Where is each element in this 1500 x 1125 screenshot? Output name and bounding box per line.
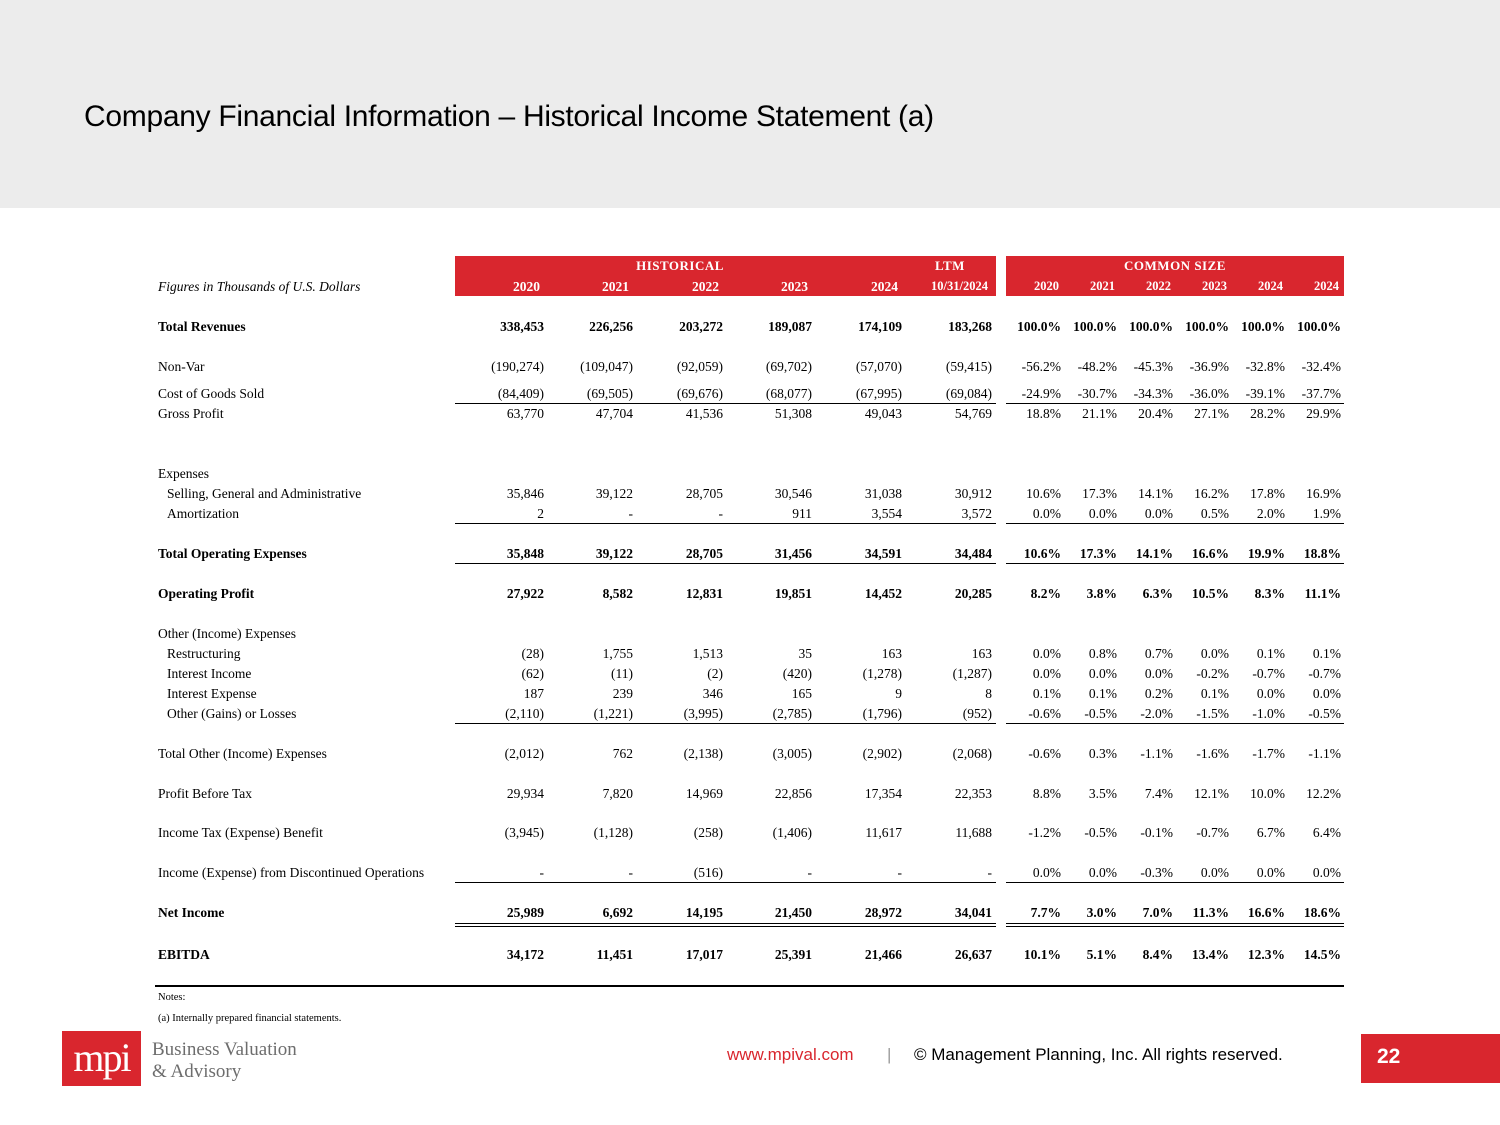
notes-title: Notes: (158, 992, 186, 1003)
value-cell: 39,122 (595, 486, 633, 501)
column-header-year: 2020 (513, 279, 540, 294)
value-cell: - (628, 506, 633, 521)
value-cell: (3,995) (683, 706, 723, 721)
common-size-column-header: 2021 (1090, 279, 1115, 293)
common-size-cell: 11.3% (1192, 905, 1229, 920)
value-cell: 9 (895, 686, 902, 701)
table-row-total-other-income-expenses (0, 744, 1500, 764)
value-cell: 1,513 (692, 646, 723, 661)
common-size-cell: 17.3% (1082, 486, 1117, 501)
value-cell: (69,505) (586, 386, 633, 401)
table-row-sga (0, 484, 1500, 504)
common-size-cell: -2.0% (1140, 706, 1173, 721)
value-cell: 35 (798, 646, 812, 661)
underline-rule (455, 882, 996, 883)
common-size-cell: 11.1% (1304, 586, 1341, 601)
row-label: Selling, General and Administrative (167, 486, 362, 501)
common-size-cell: 100.0% (1185, 319, 1229, 334)
column-header-year: 2021 (602, 279, 629, 294)
row-label: Total Operating Expenses (158, 546, 307, 561)
footer-website-link[interactable]: www.mpival.com (727, 1045, 854, 1064)
table-row-total-revenues (0, 317, 1500, 337)
value-cell: (2,068) (952, 746, 992, 761)
common-size-cell: 21.1% (1082, 406, 1117, 421)
common-size-cell: -0.6% (1028, 706, 1061, 721)
common-size-cell: 6.7% (1256, 825, 1285, 840)
row-label: Income (Expense) from Discontinued Operations (158, 865, 425, 880)
page-number: 22 (1377, 1045, 1401, 1068)
common-size-cell: 20.4% (1138, 406, 1173, 421)
value-cell: 239 (612, 686, 633, 701)
value-cell: 174,109 (858, 319, 902, 334)
common-size-cell: -0.7% (1196, 825, 1229, 840)
value-cell: 30,912 (954, 486, 992, 501)
value-cell: 11,617 (865, 825, 902, 840)
row-label: Net Income (158, 905, 225, 920)
common-size-cell: 8.4% (1142, 947, 1173, 962)
common-size-cell: 10.6% (1026, 486, 1061, 501)
common-size-cell: -36.9% (1189, 359, 1229, 374)
column-header-year: 2023 (781, 279, 808, 294)
common-size-cell: -1.5% (1196, 706, 1229, 721)
column-header-year: 2024 (871, 279, 898, 294)
common-size-cell: 0.0% (1032, 506, 1061, 521)
value-cell: (2,138) (683, 746, 723, 761)
common-size-cell: 12.3% (1247, 947, 1285, 962)
value-cell: 7,820 (602, 786, 633, 801)
common-size-cell: 0.1% (1312, 646, 1341, 661)
underline-rule (455, 923, 996, 924)
value-cell: (2,902) (862, 746, 902, 761)
units-label: Figures in Thousands of U.S. Dollars (158, 279, 361, 294)
common-size-cell: 100.0% (1297, 319, 1341, 334)
common-size-cell: 0.0% (1200, 865, 1229, 880)
common-size-cell: 14.5% (1303, 947, 1341, 962)
value-cell: 34,484 (954, 546, 992, 561)
common-size-column-header: 2024 (1258, 279, 1283, 293)
value-cell: (62) (521, 666, 544, 681)
common-size-cell: 100.0% (1129, 319, 1173, 334)
value-cell: 25,989 (506, 905, 544, 920)
underline-rule (455, 403, 996, 404)
value-cell: 34,041 (954, 905, 992, 920)
value-cell: 22,856 (774, 786, 812, 801)
value-cell: (109,047) (580, 359, 633, 374)
underline-rule (1006, 523, 1344, 524)
value-cell: (258) (693, 825, 723, 840)
value-cell: (190,274) (491, 359, 544, 374)
table-row-interest-income (0, 664, 1500, 684)
table-row-income-tax (0, 823, 1500, 843)
table-row-discontinued-operations (0, 863, 1500, 883)
value-cell: 31,456 (774, 546, 812, 561)
value-cell: 35,848 (506, 546, 544, 561)
common-size-cell: -0.7% (1252, 666, 1285, 681)
value-cell: (3,005) (772, 746, 812, 761)
value-cell: (28) (521, 646, 544, 661)
common-size-cell: 7.7% (1030, 905, 1061, 920)
value-cell: 21,450 (774, 905, 812, 920)
value-cell: - (897, 865, 902, 880)
common-size-cell: 0.0% (1032, 865, 1061, 880)
value-cell: (69,702) (765, 359, 812, 374)
table-row-non-var (0, 357, 1500, 377)
row-label: Cost of Goods Sold (158, 386, 265, 401)
table-row-gross-profit (0, 404, 1500, 424)
logo-tagline-line2: & Advisory (152, 1061, 242, 1082)
value-cell: 6,692 (602, 905, 633, 920)
underline-rule (1006, 923, 1344, 924)
common-size-cell: 18.6% (1303, 905, 1341, 920)
table-row-amortization (0, 504, 1500, 524)
ltm-group-label: LTM (935, 258, 965, 273)
common-size-cell: 100.0% (1073, 319, 1117, 334)
value-cell: 17,354 (864, 786, 902, 801)
footer-copyright: © Management Planning, Inc. All rights reserved. (914, 1045, 1283, 1064)
value-cell: 338,453 (500, 319, 544, 334)
common-size-cell: -1.2% (1028, 825, 1061, 840)
value-cell: (516) (693, 865, 723, 880)
table-bottom-border (155, 985, 1344, 987)
mpi-logo (62, 1031, 141, 1086)
value-cell: 39,122 (595, 546, 633, 561)
value-cell: (2,110) (505, 706, 544, 721)
common-size-cell: -0.5% (1084, 706, 1117, 721)
common-size-cell: 0.1% (1032, 686, 1061, 701)
common-size-cell: 3.8% (1086, 586, 1117, 601)
common-size-cell: 0.3% (1088, 746, 1117, 761)
common-size-cell: -1.6% (1196, 746, 1229, 761)
value-cell: 11,451 (596, 947, 633, 962)
common-size-cell: -32.8% (1245, 359, 1285, 374)
common-size-cell: -37.7% (1301, 386, 1341, 401)
common-size-cell: -1.0% (1252, 706, 1285, 721)
row-label: Total Other (Income) Expenses (158, 746, 327, 761)
row-label: Restructuring (167, 646, 241, 661)
value-cell: 21,466 (864, 947, 902, 962)
column-header-year: 10/31/2024 (931, 279, 988, 293)
common-size-cell: 0.0% (1256, 865, 1285, 880)
historical-group-label: HISTORICAL (636, 258, 724, 273)
common-size-cell: 0.0% (1144, 666, 1173, 681)
common-size-cell: 0.0% (1312, 686, 1341, 701)
underline-rule (455, 523, 996, 524)
value-cell: 8 (985, 686, 992, 701)
column-header-year: 2022 (692, 279, 719, 294)
value-cell: 189,087 (768, 319, 812, 334)
common-size-cell: 12.2% (1306, 786, 1341, 801)
table-row-restructuring (0, 644, 1500, 664)
value-cell: (11) (611, 666, 633, 681)
value-cell: 14,195 (685, 905, 723, 920)
table-row-profit-before-tax (0, 784, 1500, 804)
table-row-expenses-heading (0, 464, 1500, 484)
common-size-cell: 16.6% (1247, 905, 1285, 920)
common-size-cell: 7.0% (1142, 905, 1173, 920)
common-size-cell: 100.0% (1017, 319, 1061, 334)
common-size-cell: 28.2% (1250, 406, 1285, 421)
value-cell: - (987, 865, 992, 880)
common-size-cell: 19.9% (1247, 546, 1285, 561)
common-size-cell: 8.8% (1032, 786, 1061, 801)
value-cell: 30,546 (774, 486, 812, 501)
value-cell: (952) (962, 706, 992, 721)
common-size-cell: -1.7% (1252, 746, 1285, 761)
value-cell: 26,637 (954, 947, 992, 962)
value-cell: 49,043 (864, 406, 902, 421)
common-size-cell: 0.0% (1200, 646, 1229, 661)
value-cell: (57,070) (855, 359, 902, 374)
row-label: Total Revenues (158, 319, 246, 334)
value-cell: 41,536 (685, 406, 723, 421)
value-cell: 762 (612, 746, 633, 761)
common-size-cell: 14.1% (1135, 546, 1173, 561)
value-cell: 20,285 (954, 586, 992, 601)
double-underline-rule (455, 926, 996, 927)
value-cell: (1,128) (593, 825, 633, 840)
value-cell: - (628, 865, 633, 880)
value-cell: 11,688 (955, 825, 992, 840)
logo-tagline-line1: Business Valuation (152, 1039, 297, 1060)
value-cell: 911 (792, 506, 812, 521)
common-size-cell: 0.0% (1088, 666, 1117, 681)
common-size-cell: 10.1% (1023, 947, 1061, 962)
value-cell: 19,851 (774, 586, 812, 601)
value-cell: 25,391 (774, 947, 812, 962)
value-cell: 47,704 (595, 406, 633, 421)
row-label: Expenses (158, 466, 209, 481)
value-cell: (420) (782, 666, 812, 681)
value-cell: (84,409) (497, 386, 544, 401)
value-cell: 203,272 (679, 319, 723, 334)
value-cell: 346 (702, 686, 723, 701)
common-size-cell: -48.2% (1077, 359, 1117, 374)
row-label: Operating Profit (158, 586, 255, 601)
common-size-cell: 12.1% (1194, 786, 1229, 801)
value-cell: 17,017 (685, 947, 723, 962)
value-cell: 163 (881, 646, 902, 661)
common-size-cell: -0.2% (1196, 666, 1229, 681)
common-size-cell: -39.1% (1245, 386, 1285, 401)
common-size-cell: 6.4% (1312, 825, 1341, 840)
common-size-cell: -56.2% (1021, 359, 1061, 374)
value-cell: - (718, 506, 723, 521)
value-cell: 22,353 (954, 786, 992, 801)
common-size-cell: -0.7% (1308, 666, 1341, 681)
value-cell: 27,922 (506, 586, 544, 601)
value-cell: (92,059) (676, 359, 723, 374)
row-label: EBITDA (158, 947, 210, 962)
common-size-cell: -0.6% (1028, 746, 1061, 761)
row-label: Interest Income (167, 666, 252, 681)
table-row-operating-profit (0, 584, 1500, 604)
row-label: Other (Income) Expenses (158, 626, 296, 641)
common-size-cell: -0.5% (1308, 706, 1341, 721)
value-cell: (69,676) (676, 386, 723, 401)
row-label: Amortization (167, 506, 239, 521)
value-cell: 28,972 (864, 905, 902, 920)
row-label: Interest Expense (167, 686, 257, 701)
common-size-cell: -45.3% (1133, 359, 1173, 374)
common-size-cell: -1.1% (1140, 746, 1173, 761)
value-cell: (1,287) (952, 666, 992, 681)
table-row-other-income-expenses-heading (0, 624, 1500, 644)
common-size-cell: 2.0% (1256, 506, 1285, 521)
common-size-cell: -34.3% (1133, 386, 1173, 401)
common-size-cell: 0.1% (1200, 686, 1229, 701)
underline-rule (455, 723, 996, 724)
common-size-cell: 16.6% (1191, 546, 1229, 561)
value-cell: 28,705 (685, 486, 723, 501)
common-size-cell: 7.4% (1144, 786, 1173, 801)
value-cell: 14,969 (685, 786, 723, 801)
common-size-cell: 16.9% (1306, 486, 1341, 501)
underline-rule (1006, 563, 1344, 564)
common-size-cell: 0.0% (1032, 666, 1061, 681)
common-size-group-label: COMMON SIZE (1124, 258, 1226, 273)
common-size-cell: 100.0% (1241, 319, 1285, 334)
common-size-cell: 0.1% (1256, 646, 1285, 661)
value-cell: 187 (523, 686, 544, 701)
common-size-cell: 10.6% (1023, 546, 1061, 561)
table-row-other-gains-losses (0, 704, 1500, 724)
row-label: Gross Profit (158, 406, 224, 421)
value-cell: (2,012) (504, 746, 544, 761)
value-cell: 28,705 (685, 546, 723, 561)
table-row-cost-of-goods-sold (0, 384, 1500, 404)
value-cell: (1,221) (593, 706, 633, 721)
value-cell: 12,831 (685, 586, 723, 601)
common-size-column-header: 2023 (1202, 279, 1227, 293)
common-size-cell: -32.4% (1301, 359, 1341, 374)
common-size-cell: 0.0% (1144, 506, 1173, 521)
common-size-cell: 18.8% (1303, 546, 1341, 561)
value-cell: 34,172 (506, 947, 544, 962)
common-size-cell: 18.8% (1026, 406, 1061, 421)
common-size-cell: 0.2% (1144, 686, 1173, 701)
row-label: Non-Var (158, 359, 205, 374)
common-size-cell: 14.1% (1138, 486, 1173, 501)
value-cell: (1,796) (862, 706, 902, 721)
common-size-column-header: 2024 (1314, 279, 1339, 293)
value-cell: (3,945) (504, 825, 544, 840)
value-cell: 3,572 (961, 506, 992, 521)
common-size-column-header: 2022 (1146, 279, 1171, 293)
page-number-box (1361, 1034, 1500, 1083)
common-size-cell: 16.2% (1194, 486, 1229, 501)
row-label: Income Tax (Expense) Benefit (158, 825, 323, 840)
value-cell: (68,077) (765, 386, 812, 401)
underline-rule (455, 563, 996, 564)
value-cell: 3,554 (871, 506, 902, 521)
value-cell: 63,770 (506, 406, 544, 421)
common-size-cell: 0.1% (1088, 686, 1117, 701)
common-size-column-header: 2020 (1034, 279, 1059, 293)
common-size-cell: 8.2% (1030, 586, 1061, 601)
common-size-cell: 0.0% (1256, 686, 1285, 701)
value-cell: 165 (791, 686, 812, 701)
common-size-cell: 27.1% (1194, 406, 1229, 421)
table-row-total-operating-expenses (0, 544, 1500, 564)
value-cell: (67,995) (855, 386, 902, 401)
underline-rule (1006, 882, 1344, 883)
common-size-cell: -0.3% (1140, 865, 1173, 880)
common-size-cell: -0.1% (1140, 825, 1173, 840)
underline-rule (1006, 403, 1344, 404)
double-underline-rule (1006, 926, 1344, 927)
value-cell: - (539, 865, 544, 880)
common-size-cell: 0.7% (1144, 646, 1173, 661)
common-size-cell: 29.9% (1306, 406, 1341, 421)
common-size-cell: 3.0% (1086, 905, 1117, 920)
common-size-cell: 13.4% (1191, 947, 1229, 962)
page-title: Company Financial Information – Historical Income Statement (a) (84, 100, 934, 133)
logo-text: mpi (73, 1035, 130, 1080)
value-cell: 35,846 (506, 486, 544, 501)
common-size-cell: 0.0% (1088, 506, 1117, 521)
common-size-cell: 0.0% (1312, 865, 1341, 880)
value-cell: (1,278) (862, 666, 902, 681)
common-size-cell: 0.0% (1032, 646, 1061, 661)
row-label: Profit Before Tax (158, 786, 253, 801)
value-cell: (59,415) (945, 359, 992, 374)
value-cell: 51,308 (774, 406, 812, 421)
common-size-cell: -0.5% (1084, 825, 1117, 840)
common-size-cell: 5.1% (1086, 947, 1117, 962)
common-size-cell: -36.0% (1189, 386, 1229, 401)
common-size-cell: 1.9% (1312, 506, 1341, 521)
common-size-cell: 3.5% (1088, 786, 1117, 801)
value-cell: (2) (707, 666, 723, 681)
underline-rule (1006, 723, 1344, 724)
value-cell: 29,934 (506, 786, 544, 801)
value-cell: - (807, 865, 812, 880)
value-cell: 183,268 (948, 319, 992, 334)
common-size-cell: 0.0% (1088, 865, 1117, 880)
common-size-cell: 0.8% (1088, 646, 1117, 661)
table-row-ebitda (0, 945, 1500, 965)
value-cell: (69,084) (945, 386, 992, 401)
value-cell: 2 (537, 506, 544, 521)
common-size-cell: 17.8% (1250, 486, 1285, 501)
value-cell: 8,582 (602, 586, 633, 601)
footer-separator: | (887, 1045, 892, 1064)
common-size-cell: 10.5% (1191, 586, 1229, 601)
common-size-cell: 10.0% (1250, 786, 1285, 801)
value-cell: 31,038 (864, 486, 902, 501)
table-row-net-income (0, 903, 1500, 923)
value-cell: (1,406) (772, 825, 812, 840)
common-size-cell: 6.3% (1142, 586, 1173, 601)
value-cell: 226,256 (589, 319, 633, 334)
table-row-interest-expense (0, 684, 1500, 704)
value-cell: 163 (971, 646, 992, 661)
common-size-cell: -24.9% (1021, 386, 1061, 401)
note-item: (a) Internally prepared financial statements. (158, 1013, 342, 1024)
value-cell: 1,755 (602, 646, 633, 661)
common-size-cell: 0.5% (1200, 506, 1229, 521)
value-cell: 54,769 (954, 406, 992, 421)
common-size-cell: -30.7% (1077, 386, 1117, 401)
common-size-cell: 17.3% (1079, 546, 1117, 561)
value-cell: 14,452 (864, 586, 902, 601)
common-size-cell: 8.3% (1254, 586, 1285, 601)
common-size-cell: -1.1% (1308, 746, 1341, 761)
row-label: Other (Gains) or Losses (167, 706, 297, 721)
value-cell: (2,785) (772, 706, 812, 721)
value-cell: 34,591 (864, 546, 902, 561)
